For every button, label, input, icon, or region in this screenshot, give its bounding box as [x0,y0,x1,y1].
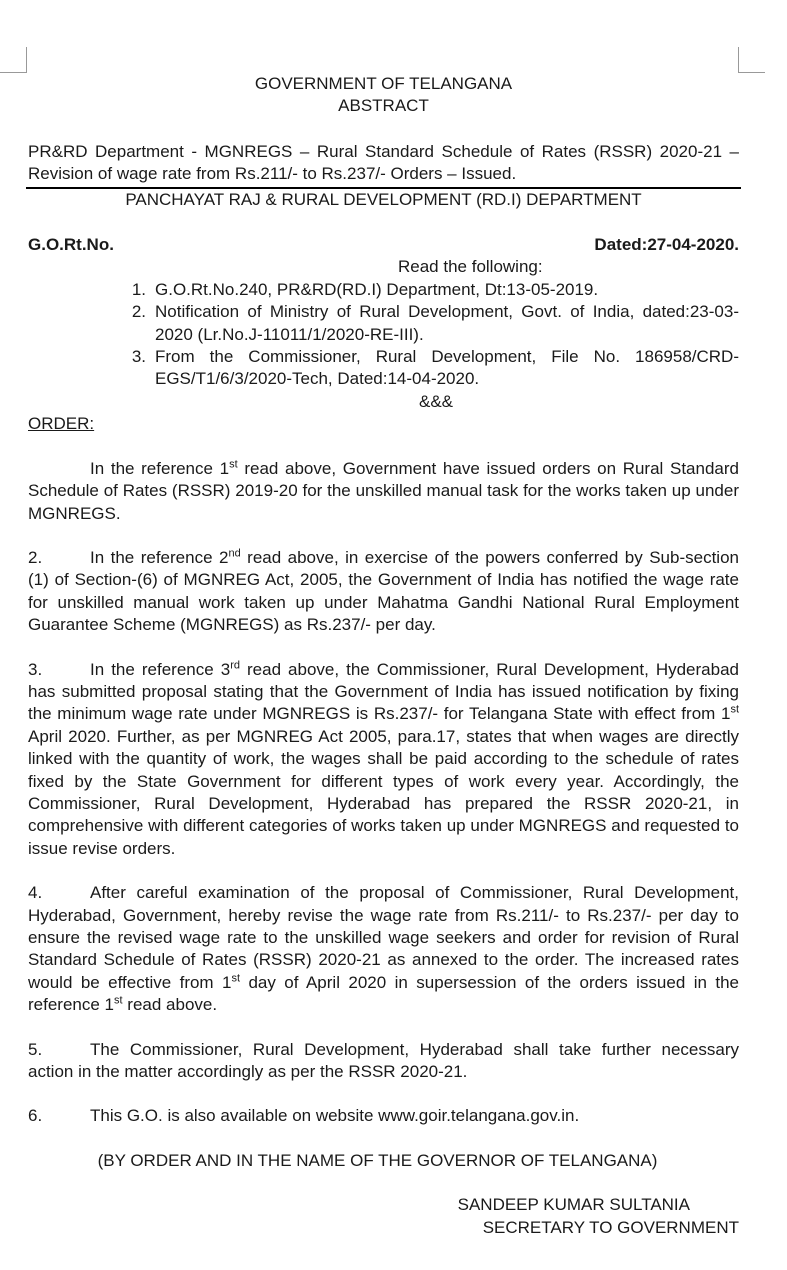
paragraph-number: 3. [28,659,43,679]
paragraph-text: read above, the Commissioner, Rural Development, Hyderabad has submitted proposal stating that the Government of India has issued notification by fixing the minimum wage rate under MGNREGS is Rs.237/- for Telangana State with effect from 1 [28,659,739,724]
paragraph-1 [28,458,739,525]
reference-text: From the Commissioner, Rural Development, File No. 186958/CRD-EGS/T1/6/3/2020-Tech, Dated:14-04-2020. [155,347,739,389]
reference-item [28,301,739,346]
reference-list [28,279,739,391]
superscript: st [229,458,238,471]
go-number: G.O.Rt.No. [28,235,114,255]
paragraph-6 [28,1105,739,1127]
paragraph-number: 2. [28,547,43,567]
order-heading [28,413,739,435]
crop-mark-right-vertical [738,47,739,73]
paragraph-text: This G.O. is also available on website www.goir.telangana.gov.in. [90,1106,580,1126]
paragraph-text: In the reference 1 [90,458,230,478]
reference-number: 1. [131,279,146,299]
document-page [28,73,739,1239]
paragraph-number: 6. [28,1106,43,1126]
department-heading: PANCHAYAT RAJ & RURAL DEVELOPMENT (RD.I) DEPARTMENT [125,189,642,209]
reference-text: Notification of Ministry of Rural Development, Govt. of India, dated:23-03-2020 (Lr.No.J-11011/1/2020-RE-III). [155,302,739,344]
signatory-title: SECRETARY TO GOVERNMENT [482,1217,739,1237]
crop-mark-right-horizontal [738,72,765,73]
paragraph-text: read above, Government have issued orders on Rural Standard Schedule of Rates (RSSR) 2019-20 for the unskilled manual task for the works taken up under MGNREGS. [28,458,739,523]
separator: &&& [418,391,454,411]
superscript: st [730,703,739,716]
abstract-heading: ABSTRACT [338,96,429,116]
crop-mark-left-vertical [26,47,27,73]
superscript: rd [230,658,240,671]
paragraph-text: day of April 2020 in supersession of the orders issued in the reference 1 [28,972,739,1015]
paragraph-text: In the reference 2 [90,547,229,567]
reference-number: 2. [131,302,146,322]
paragraph-text: In the reference 3 [90,659,231,679]
paragraph-3 [28,659,739,861]
reference-item [28,346,739,391]
order-heading-text: ORDER: [28,414,95,434]
go-number-row [28,234,739,256]
reference-number: 3. [131,347,146,367]
paragraph-4 [28,882,739,1016]
superscript: st [231,972,241,985]
subject-line: PR&RD Department - MGNREGS – Rural Standard Schedule of Rates (RSSR) 2020-21 – Revision of wage rate from Rs.211/- to Rs.237/- Orders – Issued. [28,141,739,184]
paragraph-text: read above. [122,995,218,1015]
reference-text: G.O.Rt.No.240, PR&RD(RD.I) Department, Dt:13-05-2019. [155,279,599,299]
reference-item [28,279,739,301]
paragraph-number: 4. [28,883,43,903]
paragraph-number: 5. [28,1039,43,1059]
superscript: nd [228,547,241,560]
read-heading: Read the following: [398,257,543,277]
go-date: Dated:27-04-2020. [594,235,739,255]
signatory-name: SANDEEP KUMAR SULTANIA [457,1195,690,1215]
paragraph-2 [28,547,739,637]
paragraph-text: read above, in exercise of the powers conferred by Sub-section (1) of Section-(6) of MGNREG Act, 2005, the Government of India has notified the wage rate for unskilled manual work taken up under Mahatma Gandhi National Rural Employment Guarantee Scheme (MGNREGS) as Rs.237/- per day. [28,547,739,635]
paragraph-text: The Commissioner, Rural Development, Hyderabad shall take further necessary action in the matter accordingly as per the RSSR 2020-21. [28,1039,739,1082]
crop-mark-left-horizontal [0,72,27,73]
paragraph-5 [28,1039,739,1084]
superscript: st [114,994,123,1007]
paragraph-text: April 2020. Further, as per MGNREG Act 2005, para.17, states that when wages are directly linked with the quantity of work, the wages shall be paid according to the schedule of rates fixed by the State Government for different types of work every year. Accordingly, the Commissioner, Rural Development, Hyderabad has prepared the RSSR 2020-21, in comprehensive with different categories of works taken up under MGNREGS and requested to issue revise orders. [28,726,739,858]
paragraph-text: After careful examination of the proposal of Commissioner, Rural Development, Hyderabad, Government, hereby revise the wage rate from Rs.211/- to Rs.237/- per day to ensure the revised wage rate to the unskilled wage seekers and order for revision of Rural Standard Schedule of Rates (RSSR) 2020-21 as annexed to the order. The increased rates would be effective from 1 [28,883,739,992]
government-heading: GOVERNMENT OF TELANGANA [254,74,513,93]
signature-block [28,1194,739,1239]
closing-line: (BY ORDER AND IN THE NAME OF THE GOVERNOR OF TELANGANA) [97,1150,658,1170]
